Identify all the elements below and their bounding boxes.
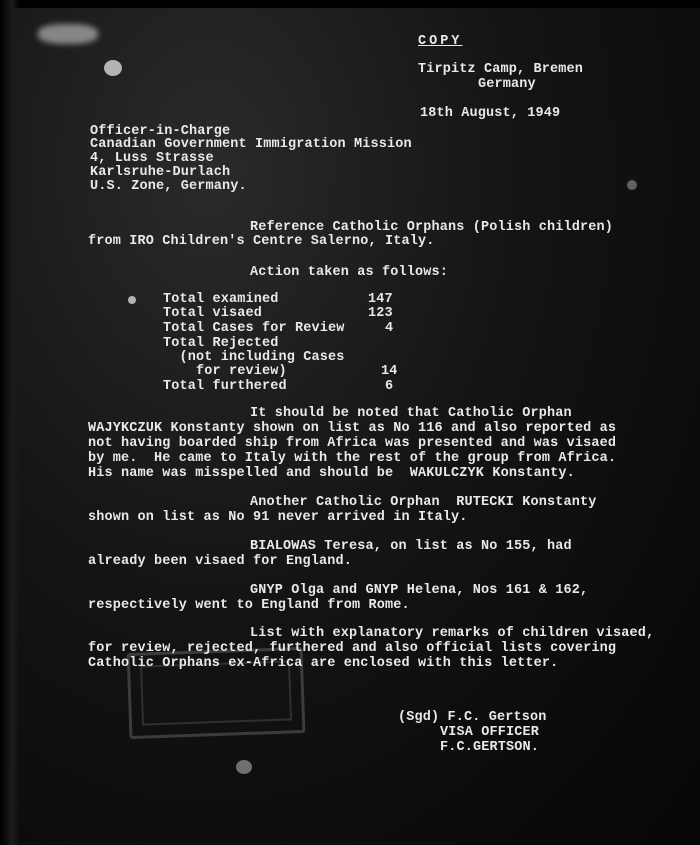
location-line-2: Germany: [478, 77, 536, 92]
ink-blot: [627, 180, 637, 190]
paragraph-5-line-1: List with explanatory remarks of children visaed,: [250, 626, 655, 641]
list-item-label: Total visaed: [163, 306, 263, 321]
list-item-label: Total Rejected: [163, 336, 279, 351]
signature-title: VISA OFFICER: [440, 725, 540, 740]
list-item-value: 14: [381, 364, 398, 379]
paragraph-4-line-2: respectively went to England from Rome.: [88, 598, 410, 613]
address-line-4: Karlsruhe-Durlach: [90, 165, 231, 180]
ink-blot: [104, 60, 122, 76]
address-line-2: Canadian Government Immigration Mission: [90, 137, 412, 152]
list-item-label: for review): [163, 364, 287, 379]
paragraph-1-line-1: It should be noted that Catholic Orphan: [250, 406, 572, 421]
paragraph-5-line-2: for review, rejected, furthered and also official lists covering: [88, 641, 617, 656]
list-item-value: 147: [368, 292, 393, 307]
list-item-label: Total Cases for Review: [163, 321, 345, 336]
signature-line-1: (Sgd) F.C. Gertson: [398, 710, 547, 725]
page-left-edge: [0, 0, 20, 845]
list-item-value: 4: [385, 321, 394, 336]
list-item-value: 6: [385, 379, 394, 394]
page-top-edge: [0, 0, 700, 8]
ink-blot: [236, 760, 252, 774]
letter-date: 18th August, 1949: [420, 106, 561, 121]
paragraph-1-line-2: WAJYKCZUK Konstanty shown on list as No 116 and also reported as: [88, 421, 617, 436]
copy-label: COPY: [418, 34, 463, 49]
reference-line-1: Reference Catholic Orphans (Polish children): [250, 220, 614, 235]
paragraph-1-line-3: not having boarded ship from Africa was presented and was visaed: [88, 436, 617, 451]
paragraph-5-line-3: Catholic Orphans ex-Africa are enclosed with this letter.: [88, 656, 559, 671]
list-item-value: 123: [368, 306, 393, 321]
list-item-label: (not including Cases: [163, 350, 345, 365]
list-item: [163, 321, 403, 337]
list-item: [163, 364, 403, 380]
paragraph-3-line-2: already been visaed for England.: [88, 554, 353, 569]
list-item-label: Total examined: [163, 292, 279, 307]
paragraph-1-line-4: by me. He came to Italy with the rest of the group from Africa.: [88, 451, 617, 466]
paragraph-3-line-1: BIALOWAS Teresa, on list as No 155, had: [250, 539, 572, 554]
address-line-1: Officer-in-Charge: [90, 124, 231, 139]
location-line-1: Tirpitz Camp, Bremen: [418, 62, 584, 77]
paragraph-2-line-2: shown on list as No 91 never arrived in Italy.: [88, 510, 468, 525]
paragraph-1-line-5: His name was misspelled and should be WAKULCZYK Konstanty.: [88, 466, 575, 481]
reference-line-2: from IRO Children's Centre Salerno, Italy.: [88, 234, 435, 249]
list-item-label: Total furthered: [163, 379, 287, 394]
list-item: [163, 379, 403, 395]
address-line-3: 4, Luss Strasse: [90, 151, 214, 166]
list-item: [163, 306, 403, 322]
action-heading: Action taken as follows:: [250, 265, 449, 280]
signature-name: F.C.GERTSON.: [440, 740, 540, 755]
paragraph-2-line-1: Another Catholic Orphan RUTECKI Konstanty: [250, 495, 597, 510]
ink-blot: [128, 296, 136, 304]
paragraph-4-line-1: GNYP Olga and GNYP Helena, Nos 161 & 162,: [250, 583, 589, 598]
paper-clip-mark: [38, 24, 98, 44]
address-line-5: U.S. Zone, Germany.: [90, 179, 247, 194]
